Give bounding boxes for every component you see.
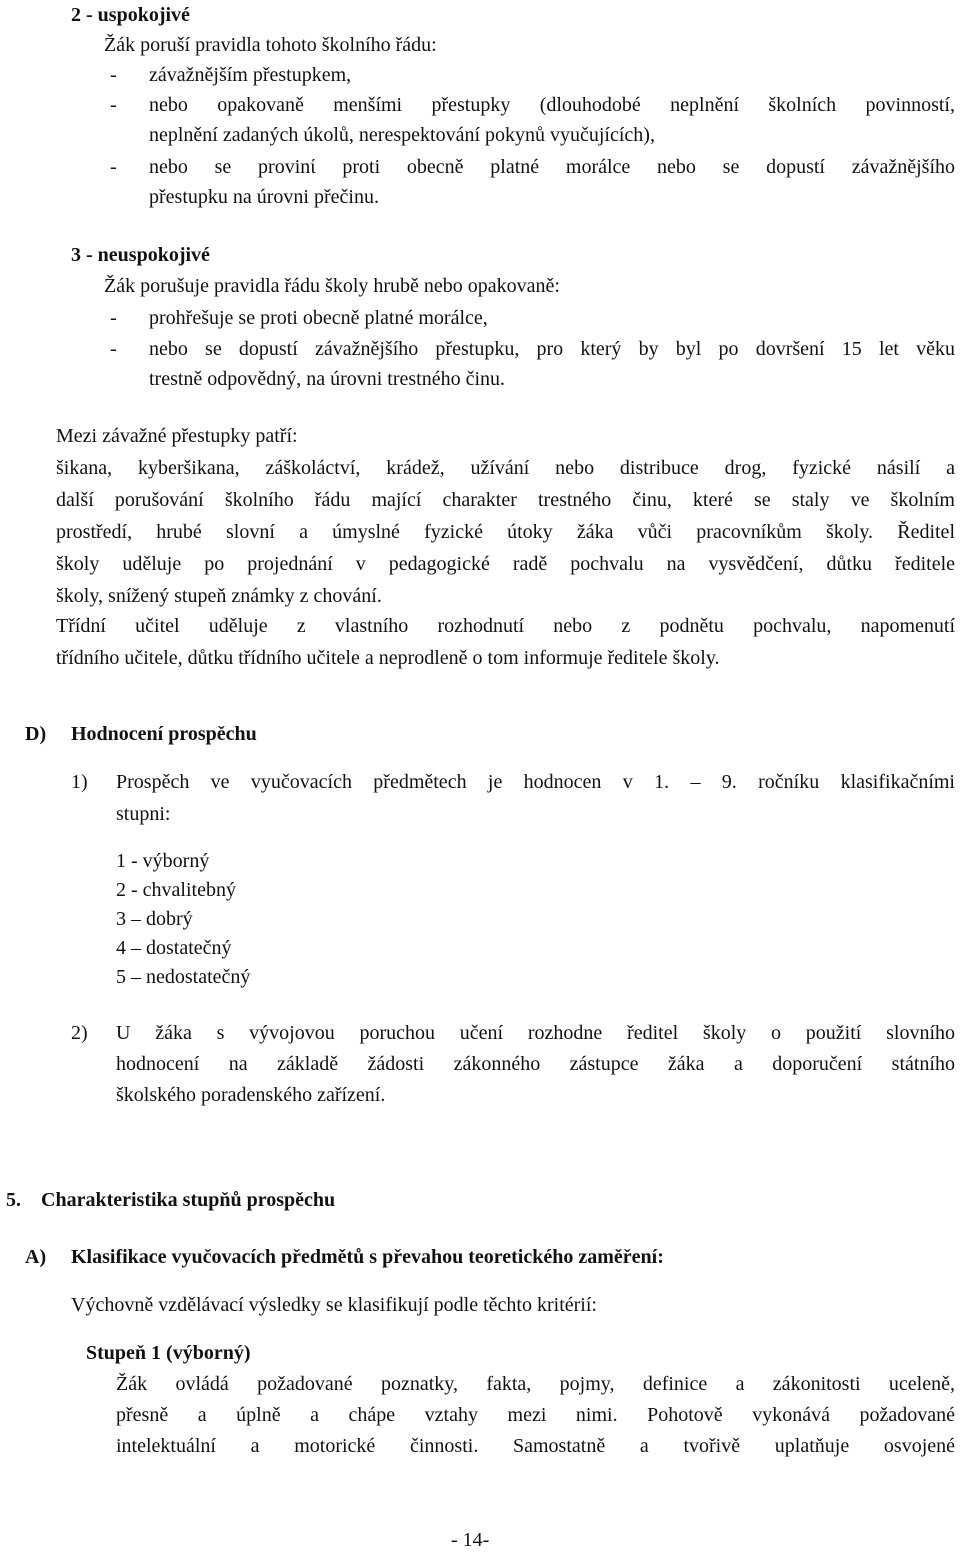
grade3-heading: 3 - neuspokojivé (71, 244, 210, 266)
grade-scale-list (116, 846, 250, 991)
grade3-intro: Žák porušuje pravidla řádu školy hrubě nebo opakovaně: (104, 275, 560, 297)
section-d-title: Hodnocení prospěchu (71, 723, 257, 745)
list-item: nebo opakovaně menšími přestupky (dlouhodobé neplnění školních povinností, (149, 94, 955, 116)
section-5-title: Charakteristika stupňů prospěchu (41, 1189, 336, 1211)
item-number: 2) (71, 1022, 88, 1044)
offences-title: Mezi závažné přestupky patří: (56, 425, 298, 447)
list-dash: - (110, 338, 117, 360)
section-a-label: A) (25, 1246, 47, 1268)
grade1-description: Žák ovládá požadované poznatky, fakta, pojmy, definice a zákonitosti uceleně, přesně a úplně a chápe vztahy mezi nimi. Pohotově vykonává požadované intelektuální a motorické činnosti. Samostatně a tvořivě uplatňuje osvojené (116, 1373, 955, 1457)
grade2-heading: 2 - uspokojivé (71, 4, 190, 26)
list-item-cont: neplnění zadaných úkolů, nerespektování pokynů vyučujících), (149, 124, 655, 146)
offences-paragraph: šikana, kyberšikana, záškoláctví, krádež, užívání nebo distribuce drog, fyzické násilí a další porušování školního řádu mající charakter trestného činu, které se staly ve školním prostředí, hrubé slovní a úmyslné fyzické útoky žáka vůči pracovníkům školy. Ředitel školy uděluje po projednání v pedagogické radě pochvalu na vysvědčení, důtku ředitele školy, snížený stupeň známky z chování. Třídní učitel uděluje z vlastního rozhodnutí nebo z podnětu pochvalu, napomenutí třídního učitele, důtku třídního učitele a neprodleně o tom informuje ředitele školy. (56, 457, 955, 669)
grade-scale-item: 1 - výborný (116, 850, 210, 872)
page-number: - 14- (451, 1529, 490, 1551)
section-a-title: Klasifikace vyučovacích předmětů s převahou teoretického zaměření: (71, 1246, 664, 1268)
list-item: prohřešuje se proti obecně platné morálce, (149, 307, 488, 329)
list-item-cont: přestupku na úrovni přečinu. (149, 186, 379, 208)
grade-scale-item: 4 – dostatečný (116, 937, 232, 959)
section-5-label: 5. (6, 1189, 21, 1211)
item2-text: U žáka s vývojovou poruchou učení rozhodne ředitel školy o použití slovního hodnocení na základě žádosti zákonného zástupce žáka a doporučení státního školského poradenského zařízení. (116, 1022, 955, 1106)
grade-scale-item: 5 – nedostatečný (116, 966, 251, 988)
list-dash: - (110, 94, 117, 116)
item1-text: Prospěch ve vyučovacích předmětech je hodnocen v 1. – 9. ročníku klasifikačními stupni: (116, 771, 955, 825)
item-number: 1) (71, 771, 88, 793)
list-dash: - (110, 307, 117, 329)
grade-scale-item: 2 - chvalitebný (116, 879, 236, 901)
list-item: závažnějším přestupkem, (149, 64, 352, 86)
grade1-heading: Stupeň 1 (výborný) (86, 1342, 251, 1364)
list-dash: - (110, 156, 117, 178)
list-dash: - (110, 64, 117, 86)
grade-scale-item: 3 – dobrý (116, 908, 193, 930)
section-a-intro: Výchovně vzdělávací výsledky se klasifikují podle těchto kritérií: (71, 1294, 597, 1316)
section-d-label: D) (25, 723, 47, 745)
list-item: nebo se dopustí závažnějšího přestupku, pro který by byl po dovršení 15 let věku (149, 338, 955, 360)
list-item: nebo se provinί proti obecně platné morálce nebo se dopustí závažnějšího (149, 156, 955, 178)
list-item-cont: trestně odpovědný, na úrovni trestného činu. (149, 368, 506, 390)
grade2-intro: Žák poruší pravidla tohoto školního řádu: (104, 34, 437, 56)
